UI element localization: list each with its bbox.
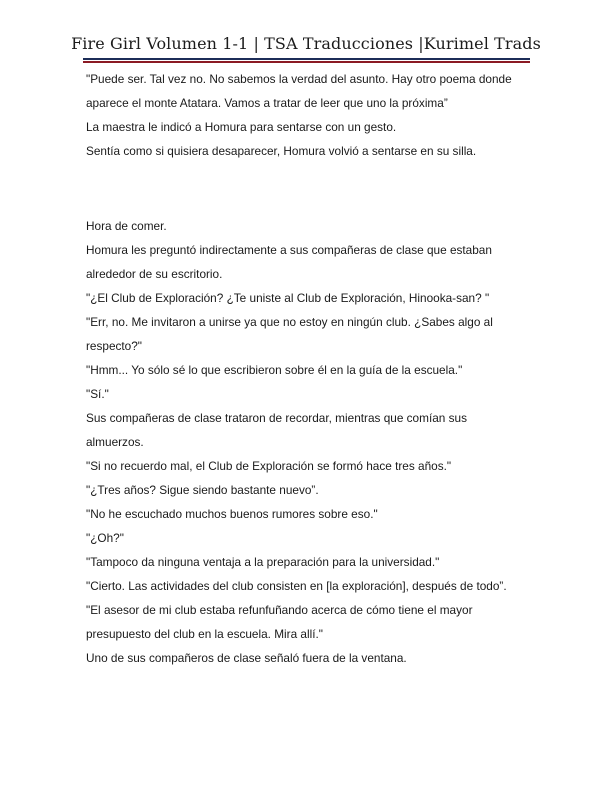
header-title: Fire Girl Volumen 1-1 | TSA Traducciones |Kurimel Trads bbox=[71, 34, 541, 53]
text-line: "Si no recuerdo mal, el Club de Exploración se formó hace tres años." bbox=[86, 459, 452, 473]
paragraph bbox=[86, 478, 526, 502]
text-line: "¿El Club de Exploración? ¿Te uniste al Club de Exploración, Hinooka-san? " bbox=[86, 291, 490, 305]
text-line: "Sí." bbox=[86, 387, 109, 401]
paragraph bbox=[86, 238, 526, 286]
paragraph bbox=[86, 502, 526, 526]
text-line: Sentía como si quisiera desaparecer, Homura volvió a sentarse en su silla. bbox=[86, 144, 477, 158]
paragraph bbox=[86, 406, 526, 454]
paragraph bbox=[86, 526, 526, 550]
text-line: presupuesto del club en la escuela. Mira allí." bbox=[86, 627, 323, 641]
body-text bbox=[86, 67, 526, 670]
paragraph bbox=[86, 382, 526, 406]
header-rule-bottom bbox=[83, 61, 530, 63]
text-line: Uno de sus compañeros de clase señaló fuera de la ventana. bbox=[86, 651, 407, 665]
paragraph bbox=[86, 574, 526, 598]
text-line: La maestra le indicó a Homura para sentarse con un gesto. bbox=[86, 120, 397, 134]
text-line: Homura les preguntó indirectamente a sus compañeras de clase que estaban bbox=[86, 243, 492, 257]
paragraph bbox=[86, 646, 526, 670]
text-line: respecto?" bbox=[86, 339, 142, 353]
paragraph bbox=[86, 550, 526, 574]
text-line: "¿Oh?" bbox=[86, 531, 124, 545]
text-line: "Tampoco da ninguna ventaja a la preparación para la universidad." bbox=[86, 555, 440, 569]
text-line: "No he escuchado muchos buenos rumores sobre eso." bbox=[86, 507, 378, 521]
paragraph bbox=[86, 115, 526, 139]
paragraph bbox=[86, 358, 526, 382]
text-line: "El asesor de mi club estaba refunfuñando acerca de cómo tiene el mayor bbox=[86, 603, 473, 617]
text-line: almuerzos. bbox=[86, 435, 144, 449]
text-line: alrededor de su escritorio. bbox=[86, 267, 223, 281]
text-line: Hora de comer. bbox=[86, 219, 167, 233]
paragraph bbox=[86, 310, 526, 358]
text-line: "Cierto. Las actividades del club consisten en [la exploración], después de todo”. bbox=[86, 579, 507, 593]
text-line: "¿Tres años? Sigue siendo bastante nuevo”. bbox=[86, 483, 319, 497]
text-line: aparece el monte Atatara. Vamos a tratar de leer que uno la próxima” bbox=[86, 96, 448, 110]
paragraph bbox=[86, 598, 526, 646]
paragraph bbox=[86, 67, 526, 115]
text-line: Sus compañeras de clase trataron de recordar, mientras que comían sus bbox=[86, 411, 467, 425]
paragraph bbox=[86, 139, 526, 163]
paragraph bbox=[86, 454, 526, 478]
paragraph bbox=[86, 214, 526, 238]
text-line: "Err, no. Me invitaron a unirse ya que no estoy en ningún club. ¿Sabes algo al bbox=[86, 315, 493, 329]
text-line: "Puede ser. Tal vez no. No sabemos la verdad del asunto. Hay otro poema donde bbox=[86, 72, 512, 86]
header-rule-top bbox=[83, 58, 530, 60]
paragraph bbox=[86, 286, 526, 310]
text-line: "Hmm... Yo sólo sé lo que escribieron sobre él en la guía de la escuela." bbox=[86, 363, 463, 377]
